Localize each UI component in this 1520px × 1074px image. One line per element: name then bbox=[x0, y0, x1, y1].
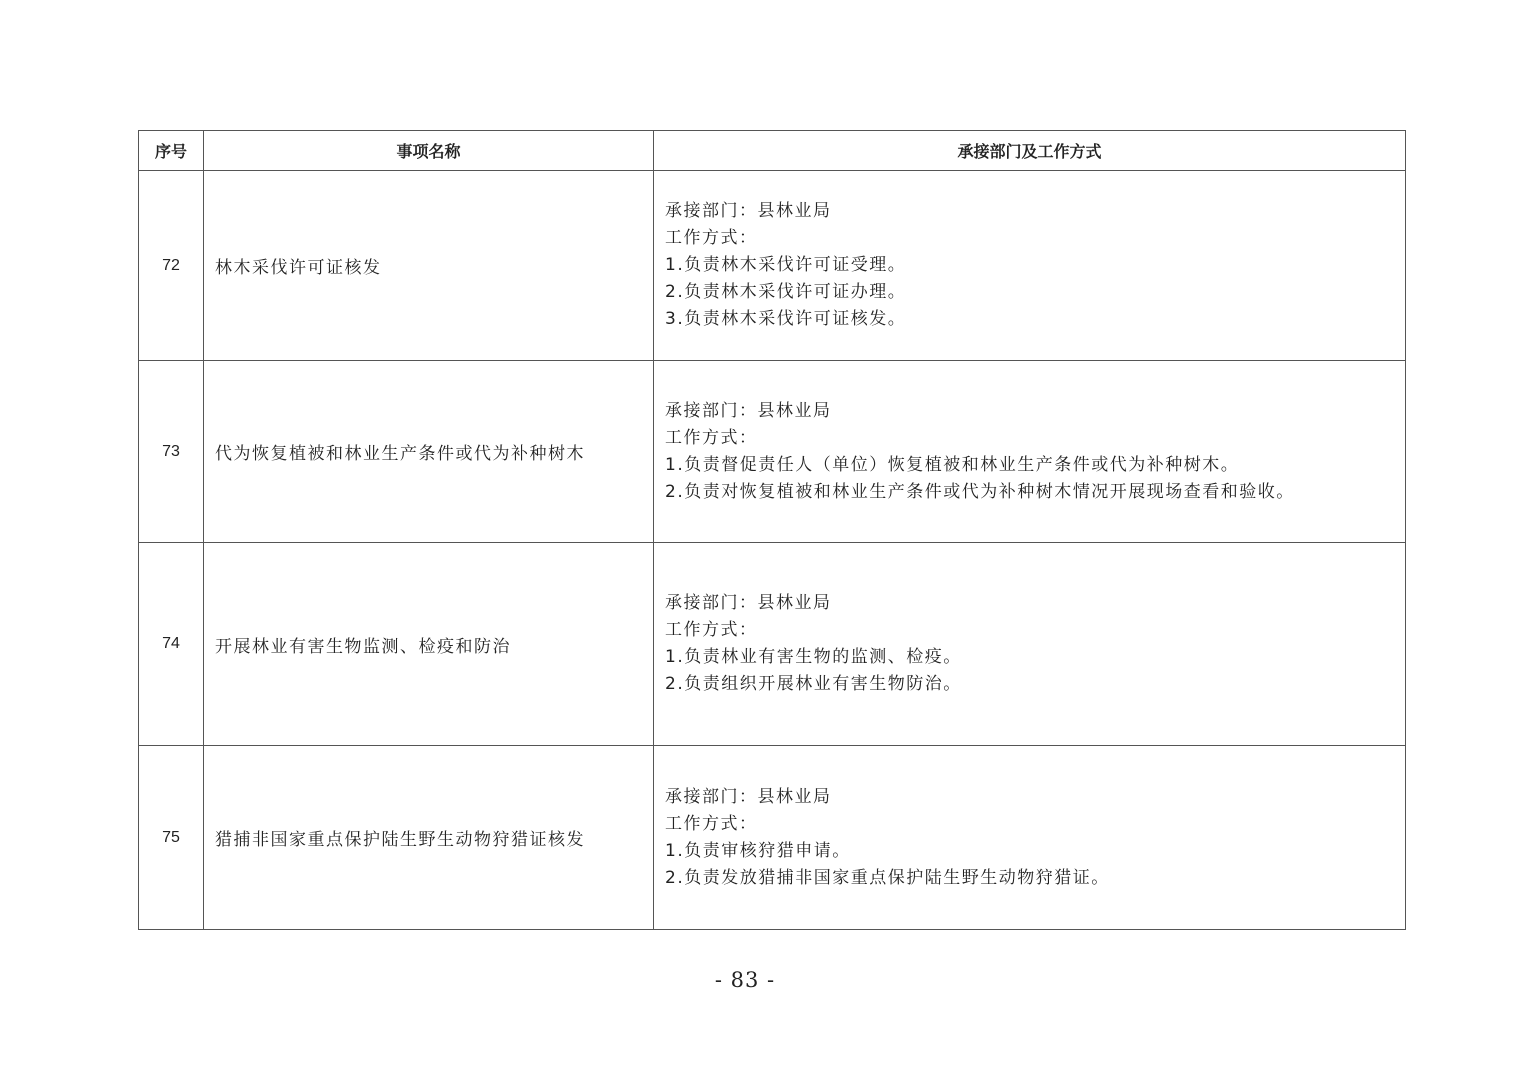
dept-line: 2.负责对恢复植被和林业生产条件或代为补种树木情况开展现场查看和验收。 bbox=[665, 481, 1295, 502]
dept-line: 承接部门：县林业局 bbox=[665, 786, 832, 807]
table-row bbox=[139, 171, 1406, 361]
dept-line: 工作方式： bbox=[665, 813, 758, 834]
row-item-name: 代为恢复植被和林业生产条件或代为补种树木 bbox=[204, 361, 654, 543]
header-serial-number: 序号 bbox=[139, 131, 204, 171]
table-header-row bbox=[139, 131, 1406, 171]
dept-line: 2.负责林木采伐许可证办理。 bbox=[665, 282, 907, 302]
row-department-method bbox=[654, 746, 1406, 930]
row-serial-number: 74 bbox=[139, 543, 204, 746]
row-serial-number: 75 bbox=[139, 746, 204, 930]
dept-line: 1.负责林木采伐许可证受理。 bbox=[665, 255, 907, 275]
row-item-name: 林木采伐许可证核发 bbox=[204, 171, 654, 361]
dept-line: 1.负责督促责任人（单位）恢复植被和林业生产条件或代为补种树木。 bbox=[665, 454, 1240, 475]
row-serial-number: 73 bbox=[139, 361, 204, 543]
dept-line: 承接部门：县林业局 bbox=[665, 201, 832, 221]
row-department-method bbox=[654, 361, 1406, 543]
dept-line: 2.负责发放猎捕非国家重点保护陆生野生动物狩猎证。 bbox=[665, 867, 1110, 888]
table-row bbox=[139, 543, 1406, 746]
page-number: - 83 - bbox=[714, 968, 776, 992]
row-department-method bbox=[654, 171, 1406, 361]
dept-line: 2.负责组织开展林业有害生物防治。 bbox=[665, 674, 962, 694]
dept-line: 1.负责审核狩猎申请。 bbox=[665, 840, 851, 861]
dept-line: 工作方式： bbox=[665, 427, 758, 448]
row-serial-number: 72 bbox=[139, 171, 204, 361]
dept-line: 工作方式： bbox=[665, 228, 758, 248]
header-item-name: 事项名称 bbox=[204, 131, 654, 171]
row-item-name: 猎捕非国家重点保护陆生野生动物狩猎证核发 bbox=[204, 746, 654, 930]
row-item-name: 开展林业有害生物监测、检疫和防治 bbox=[204, 543, 654, 746]
table-row bbox=[139, 746, 1406, 930]
row-department-method bbox=[654, 543, 1406, 746]
items-table bbox=[138, 130, 1406, 930]
dept-line: 承接部门：县林业局 bbox=[665, 593, 832, 613]
dept-line: 承接部门：县林业局 bbox=[665, 400, 832, 421]
header-department-method: 承接部门及工作方式 bbox=[654, 131, 1406, 171]
dept-line: 工作方式： bbox=[665, 620, 758, 640]
dept-line: 3.负责林木采伐许可证核发。 bbox=[665, 309, 907, 329]
dept-line: 1.负责林业有害生物的监测、检疫。 bbox=[665, 647, 962, 667]
table-row bbox=[139, 361, 1406, 543]
